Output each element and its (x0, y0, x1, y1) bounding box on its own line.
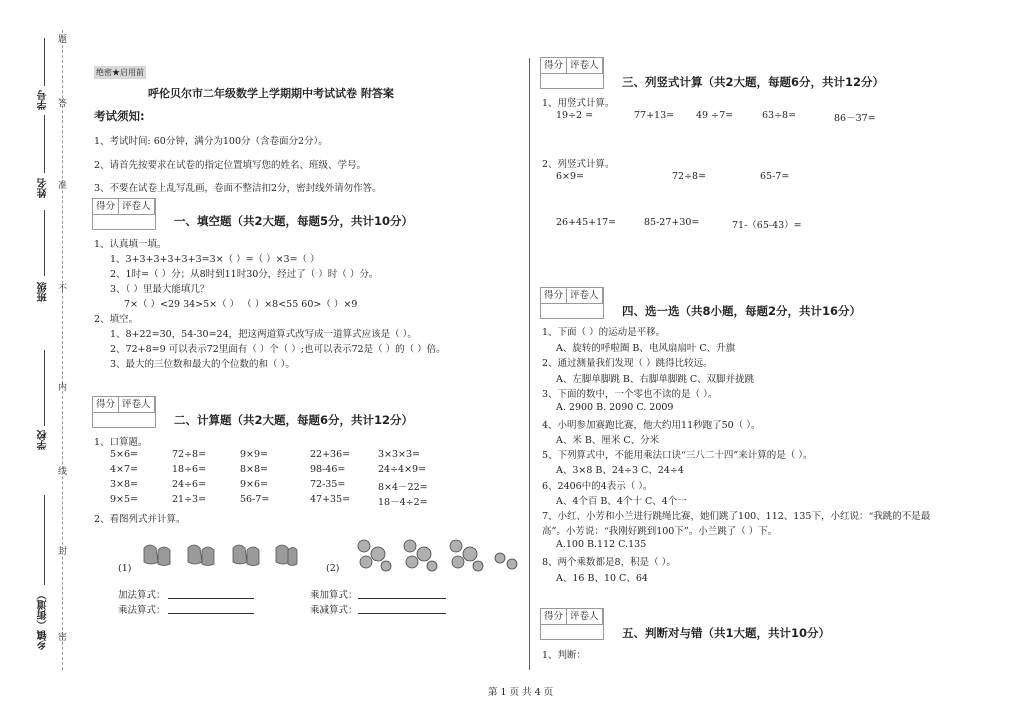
math-cell: 47+35= (310, 494, 351, 505)
answer-line (168, 598, 254, 599)
section3-title: 三、列竖式计算（共2大题，每题6分，共计12分） (622, 75, 885, 89)
section5-title: 五、判断对与错（共1大题，共计10分） (622, 626, 831, 640)
choice-question-cont: 高”。小芳说：“我刚好跳到100下”。小兰跳了（ ）下。 (542, 526, 778, 537)
vertical-calc-item: 63÷8= (762, 110, 797, 121)
score-box (92, 396, 156, 428)
choice-question: 3、下面的数中，一个零也不读的是（ ）。 (542, 389, 718, 400)
answer-line (358, 613, 446, 614)
math-cell: 56-7= (240, 494, 270, 505)
choice-question: 5、下列算式中，不能用乘法口诀“三八二十四”来计算的是（ ）。 (542, 450, 813, 461)
section2-title: 二、计算题（共2大题，每题6分，共计12分） (174, 413, 414, 427)
seal-dashed-line (62, 30, 63, 670)
section1-title: 一、填空题（共2大题，每题5分，共计10分） (174, 214, 414, 228)
vertical-calc-item: 72÷8= (672, 171, 707, 182)
sec2-q1: 1、口算题。 (94, 437, 148, 448)
math-cell: 22+36= (310, 449, 351, 460)
mult-sub-formula-label: 乘减算式： (310, 605, 358, 616)
student-id-blank (44, 38, 45, 86)
seal-char: 题 (56, 34, 66, 43)
sec3-q2: 2、列竖式计算。 (542, 159, 615, 170)
math-cell: 18÷6= (172, 464, 207, 475)
sec2-q2: 2、看图列式并计算。 (94, 514, 186, 525)
margin-label-school: 学校 (38, 430, 49, 450)
vertical-calc-item: 86－37= (834, 113, 876, 124)
math-cell: 9×6= (240, 479, 269, 490)
vertical-calc-item: 19÷2 = (556, 110, 594, 121)
vertical-calc-item: 77+13= (634, 110, 675, 121)
math-cell: 72-35= (310, 479, 346, 490)
math-cell: 98-46= (310, 464, 346, 475)
seal-char: 答 (56, 98, 66, 107)
choice-options: A、3×8 B、24÷3 C、24÷4 (556, 465, 684, 476)
choice-options: A、4个百 B、4个十 C、4个一 (556, 496, 687, 507)
township-blank (44, 495, 45, 585)
margin-label-name: 姓名 (38, 178, 49, 198)
choice-options: A、16 B、10 C、64 (556, 573, 648, 584)
vertical-calc-item: 26+45+17= (556, 217, 617, 228)
seal-char: 内 (56, 382, 66, 391)
page-footer: 第 1 页 共 4 页 (488, 687, 554, 698)
score-label: 得分 (541, 288, 567, 303)
sec1-line: 1、认真填一填。 (94, 239, 167, 250)
vertical-calc-item: 6×9= (556, 171, 585, 182)
vertical-calc-item: 49 ÷7= (696, 110, 734, 121)
choice-question: 1、下面（ ）的运动是平移。 (542, 327, 666, 338)
math-cell: 9×9= (240, 449, 269, 460)
multiplication-formula-label: 乘法算式： (118, 605, 166, 616)
answer-line (358, 598, 446, 599)
sec1-line: 7×（ ）<29 34>5×（ ） （ ）×8<55 60>（ ）×9 (124, 299, 358, 310)
picture-label-1: (1) (118, 563, 132, 574)
sec1-line: 1、8+22=30，54-30=24，把这两道算式改写成一道算式应该是（ ）。 (110, 329, 417, 340)
mult-add-formula-label: 乘加算式： (310, 590, 358, 601)
seal-char: 准 (56, 180, 66, 189)
grader-label: 评卷人 (119, 199, 155, 214)
sec3-q1: 1、用竖式计算。 (542, 98, 615, 109)
picture-label-2: (2) (326, 563, 340, 574)
math-cell: 72÷8= (172, 449, 207, 460)
sec1-line: 2、1时=（ ）分；从8时到11时30分，经过了（ ）时（ ）分。 (110, 269, 379, 280)
seal-char: 不 (56, 283, 66, 292)
sec1-line: 2、72+8=9 可以表示72里面有（ ）个（ ）;也可以表示72是（ ）的（ ）倍。 (110, 344, 446, 355)
math-cell: 3×8= (110, 479, 139, 490)
math-cell: 9×5= (110, 494, 139, 505)
score-label: 得分 (541, 58, 567, 73)
choice-options: A.100 B.112 C.135 (556, 539, 647, 550)
score-label: 得分 (93, 199, 119, 214)
school-blank (44, 350, 45, 426)
choice-question: 8、两个乘数都是8，积是（ ）。 (542, 557, 676, 568)
math-cell: 18－4÷2= (378, 497, 428, 508)
margin-label-student-id: 学号 (38, 90, 49, 110)
math-cell: 8×8= (240, 464, 269, 475)
document-title: 呼伦贝尔市二年级数学上学期期中考试试卷 附答案 (148, 87, 394, 100)
grader-label: 评卷人 (567, 609, 603, 624)
confidential-badge: 绝密★启用前 (96, 68, 144, 77)
name-blank (44, 115, 45, 173)
score-box (540, 287, 604, 319)
score-box (92, 198, 156, 230)
math-cell: 4×7= (110, 464, 139, 475)
grader-label: 评卷人 (119, 397, 155, 412)
score-label: 得分 (93, 397, 119, 412)
grader-label: 评卷人 (567, 58, 603, 73)
class-blank (44, 210, 45, 276)
math-cell: 24÷4×9= (378, 464, 427, 475)
math-cell: 8×4－22= (378, 482, 428, 493)
seal-char: 线 (56, 466, 66, 475)
sec1-line: 2、填空。 (94, 314, 139, 325)
choice-question: 6、2406中的4表示（ ）。 (542, 481, 653, 492)
margin-label-class: 班级 (38, 282, 49, 302)
vertical-calc-item: 71-（65-43）= (732, 220, 802, 231)
choice-options: A. 2900 B. 2090 C. 2009 (556, 402, 674, 413)
choice-options: A、米 B、厘米 C、分米 (556, 435, 660, 446)
score-label: 得分 (541, 609, 567, 624)
flowers-picture-icon (352, 532, 522, 576)
section4-title: 四、选一选（共8小题，每题2分，共计16分） (622, 304, 862, 318)
math-cell: 24÷6= (172, 479, 207, 490)
mittens-picture-icon (138, 540, 298, 576)
score-box (540, 57, 604, 89)
vertical-calc-item: 85-27+30= (644, 217, 700, 228)
notes-item: 3、不要在试卷上乱写乱画，卷面不整洁扣2分，密封线外请勿作答。 (94, 183, 382, 194)
choice-question: 2、通过测量我们发现（ ）跳得比较远。 (542, 358, 713, 369)
margin-label-township: 乡镇（街道） (38, 590, 49, 650)
notes-item: 2、请首先按要求在试卷的指定位置填写您的姓名、班级、学号。 (94, 160, 367, 171)
vertical-calc-item: 65-7= (760, 171, 790, 182)
sec1-line: 3、最大的三位数和最大的个位数的和（ ）。 (110, 359, 295, 370)
answer-line (168, 613, 254, 614)
choice-options: A、左脚单脚跳 B、右脚单脚跳 C、双脚并拢跳 (556, 374, 755, 385)
addition-formula-label: 加法算式： (118, 590, 166, 601)
grader-label: 评卷人 (567, 288, 603, 303)
math-cell: 5×6= (110, 449, 139, 460)
seal-char: 封 (56, 546, 66, 555)
choice-question: 7、小红、小芳和小兰进行跳绳比赛，她们跳了100、112、135下，小红说：“我跳的不是最 (542, 511, 931, 522)
choice-question: 4、小明参加赛跑比赛，他大约用11秒跑了50（ ）。 (542, 420, 761, 431)
math-cell: 21÷3= (172, 494, 207, 505)
notes-heading: 考试须知: (94, 109, 145, 123)
sec1-line: 1、3+3+3+3+3+3=3×（ ）=（ ）×3=（ ） (110, 254, 320, 265)
score-box (540, 608, 604, 640)
seal-char: 密 (56, 632, 66, 641)
column-divider (529, 58, 530, 670)
notes-item: 1、考试时间: 60分钟，满分为100分（含卷面分2分）。 (94, 136, 328, 147)
sec5-q1: 1、判断： (542, 650, 587, 661)
math-cell: 3×3×3= (378, 449, 421, 460)
choice-options: A、旋转的呼啦圈 B、电风扇扇叶 C、升旗 (556, 343, 736, 354)
sec1-line: 3、（ ）里最大能填几？ (110, 284, 210, 295)
